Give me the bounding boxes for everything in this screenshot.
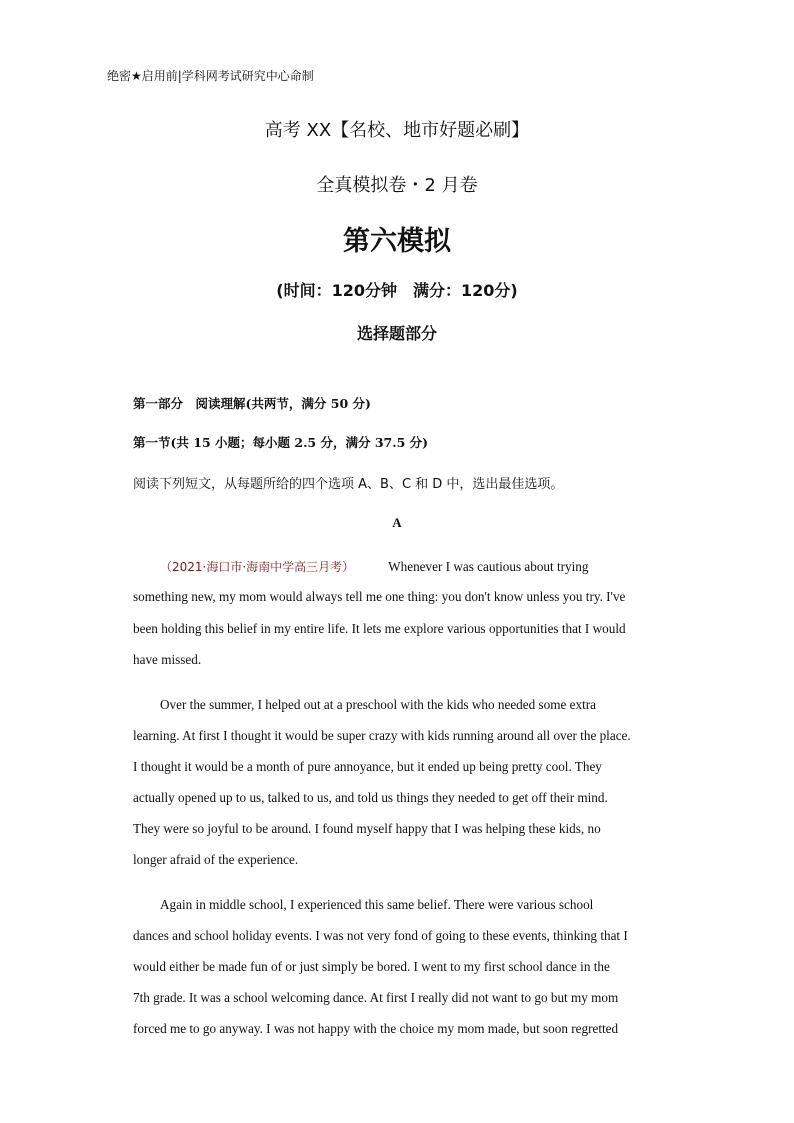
paragraph-line: 7th grade. It was a school welcoming dance. At first I really did not want to go but my mom — [133, 990, 619, 1005]
paragraph-line: been holding this belief in my entire life. It lets me explore various opportunities that I would — [133, 621, 626, 636]
source-citation: （2021·海口市·海南中学高三月考） — [160, 560, 355, 574]
mock-exam-number: 第六模拟 — [343, 226, 451, 257]
paragraph-line: actually opened up to us, talked to us, and told us things they needed to get off their mind. — [133, 790, 608, 805]
exam-time-score: (时间：120分钟 满分：120分) — [276, 281, 518, 300]
part-one-heading: 第一部分 阅读理解(共两节，满分 50 分) — [133, 396, 371, 411]
section-title: 选择题部分 — [356, 324, 437, 343]
section-one-heading: 第一节(共 15 小题；每小题 2.5 分，满分 37.5 分) — [133, 435, 429, 450]
exam-title: 高考 XX【名校、地市好题必刷】 — [264, 120, 530, 141]
passage-label: A — [392, 515, 402, 530]
exam-subtitle: 全真模拟卷・2 月卷 — [316, 175, 478, 196]
paragraph-line: dances and school holiday events. I was not very fond of going to these events, thinking that I — [133, 928, 628, 943]
paragraph-line: would either be made fun of or just simply be bored. I went to my first school dance in the — [133, 959, 610, 974]
paragraph-line — [160, 558, 588, 575]
paragraph-line: They were so joyful to be around. I found myself happy that I was helping these kids, no — [133, 821, 601, 836]
paragraph-line: Over the summer, I helped out at a preschool with the kids who needed some extra — [160, 697, 596, 712]
reading-instruction: 阅读下列短文，从每题所给的四个选项 A、B、C 和 D 中，选出最佳选项。 — [133, 477, 564, 492]
paragraph-line: forced me to go anyway. I was not happy with the choice my mom made, but soon regretted — [133, 1021, 619, 1036]
paragraph-line: learning. At first I thought it would be super crazy with kids running around all over the place. — [133, 728, 631, 743]
paragraph-text: Whenever I was cautious about trying — [388, 559, 589, 574]
paragraph-line: longer afraid of the experience. — [133, 852, 299, 867]
paragraph-line: something new, my mom would always tell me one thing: you don't know unless you try. I've — [133, 589, 626, 604]
paragraph-line: Again in middle school, I experienced this same belief. There were various school — [160, 897, 594, 912]
paragraph-line: I thought it would be a month of pure annoyance, but it ended up being pretty cool. They — [133, 759, 602, 774]
paragraph-line: have missed. — [133, 652, 202, 667]
confidential-header: 绝密★启用前|学科网考试研究中心命制 — [107, 69, 314, 83]
